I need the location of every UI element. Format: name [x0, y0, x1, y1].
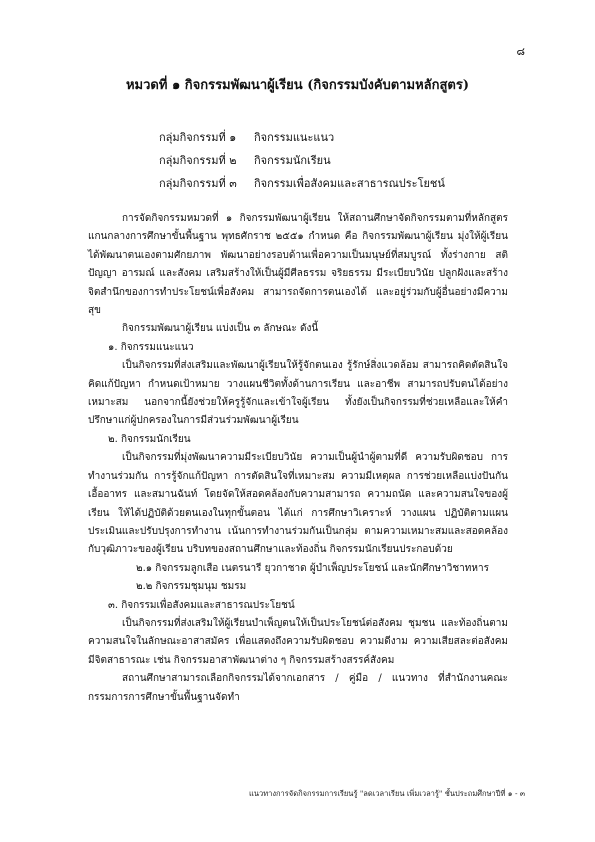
section-heading-social-service: ๓. กิจกรรมเพื่อสังคมและสาธารณประโยชน์ — [108, 599, 295, 611]
intro-paragraph: การจัดกิจกรรมหมวดที่ ๑ กิจกรรมพัฒนาผู้เรียน ให้สถานศึกษาจัดกิจกรรมตามที่หลักสูตรแกนกลางการศึกษาขั้นพื้นฐาน พุทธศักราช ๒๕๕๑ กำหนด คือ กิจกรรมพัฒนาผู้เรียน มุ่งให้ผู้เรียนได้พัฒนาตนเองตามศักยภาพ พัฒนาอย่างรอบด้านเพื่อความเป็นมนุษย์ที่สมบูรณ์ ทั้งร่างกาย สติปัญญา อารมณ์ และสังคม เสริมสร้างให้เป็นผู้มีศีลธรรม จริยธรรม มีระเบียบวินัย ปลูกฝังและสร้างจิตสำนึกของการทำประโยชน์เพื่อสังคม สามารถจัดการตนเองได้ และอยู่ร่วมกับผู้อื่นอย่างมีความสุข — [88, 213, 508, 317]
activity-group-1 — [159, 126, 445, 149]
section-text-guidance: เป็นกิจกรรมที่ส่งเสริมและพัฒนาผู้เรียนให้รู้จักตนเอง รู้รักษ์สิ่งแวดล้อม สามารถคิดตัดสินใจ คิดแก้ปัญหา กำหนดเป้าหมาย วางแผนชีวิตทั้งด้านการเรียน และอาชีพ สามารถปรับตนได้อย่างเหมาะสม นอกจากนี้ยังช่วยให้ครูรู้จักและเข้าใจผู้เรียน ทั้งยังเป็นกิจกรรมที่ช่วยเหลือและให้คำปรึกษาแก่ผู้ปกครองในการมีส่วนร่วมพัฒนาผู้เรียน — [88, 360, 508, 427]
body-text — [88, 210, 508, 707]
group-label: กลุ่มกิจกรรมที่ ๒ — [159, 154, 237, 167]
chapter-title: หมวดที่ ๑ กิจกรรมพัฒนาผู้เรียน (กิจกรรมบังคับตามหลักสูตร) — [125, 78, 470, 93]
section-heading-student-activities: ๒. กิจกรรมนักเรียน — [108, 433, 191, 445]
divisions-intro: กิจกรรมพัฒนาผู้เรียน แบ่งเป็น ๓ ลักษณะ ดังนี้ — [122, 323, 319, 335]
page-footer: แนวทางการจัดกิจกรรมการเรียนรู้ "ลดเวลาเรียน เพิ่มเวลารู้" ชั้นประถมศึกษาปีที่ ๑ - ๓ — [249, 789, 525, 798]
closing-paragraph: สถานศึกษาสามารถเลือกกิจกรรมได้จากเอกสาร / คู่มือ / แนวทาง ที่สำนักงานคณะกรรมการการศึกษาขั้นพื้นฐานจัดทำ — [88, 673, 508, 703]
sub-item-clubs: ๒.๒ กิจกรรมชุมนุม ชมรม — [136, 581, 247, 593]
page-number: ๘ — [516, 45, 525, 58]
section-text-student-activities: เป็นกิจกรรมที่มุ่งพัฒนาความมีระเบียบวินัย ความเป็นผู้นำผู้ตามที่ดี ความรับผิดชอบ การทำงานร่วมกัน การรู้จักแก้ปัญหา การตัดสินใจที่เหมาะสม ความมีเหตุผล การช่วยเหลือแบ่งปันกัน เอื้ออาทร และสมานฉันท์ โดยจัดให้สอดคล้องกับความสามารถ ความถนัด และความสนใจของผู้เรียน ให้ได้ปฏิบัติด้วยตนเองในทุกขั้นตอน ได้แก่ การศึกษาวิเคราะห์ วางแผน ปฏิบัติตามแผน ประเมินและปรับปรุงการทำงาน เน้นการทำงานร่วมกันเป็นกลุ่ม ตามความเหมาะสมและสอดคล้องกับวุฒิภาวะของผู้เรียน บริบทของสถานศึกษาและท้องถิ่น กิจกรรมนักเรียนประกอบด้วย — [88, 452, 508, 556]
sub-item-scouts: ๒.๑ กิจกรรมลูกเสือ เนตรนารี ยุวกาชาด ผู้บำเพ็ญประโยชน์ และนักศึกษาวิชาทหาร — [136, 562, 489, 574]
activity-group-3 — [159, 172, 445, 195]
section-heading-guidance: ๑. กิจกรรมแนะแนว — [108, 341, 194, 353]
group-name: กิจกรรมแนะแนว — [254, 131, 335, 144]
group-label: กลุ่มกิจกรรมที่ ๑ — [159, 131, 237, 144]
group-name: กิจกรรมนักเรียน — [254, 154, 331, 167]
group-label: กลุ่มกิจกรรมที่ ๓ — [159, 177, 237, 190]
activity-group-list — [159, 126, 445, 195]
activity-group-2 — [159, 149, 445, 172]
group-name: กิจกรรมเพื่อสังคมและสาธารณประโยชน์ — [254, 177, 445, 190]
section-text-social-service: เป็นกิจกรรมที่ส่งเสริมให้ผู้เรียนบำเพ็ญตนให้เป็นประโยชน์ต่อสังคม ชุมชน และท้องถิ่นตามความสนใจในลักษณะอาสาสมัคร เพื่อแสดงถึงความรับผิดชอบ ความดีงาม ความเสียสละต่อสังคม มีจิตสาธารณะ เช่น กิจกรรมอาสาพัฒนาต่าง ๆ กิจกรรมสร้างสรรค์สังคม — [88, 617, 508, 666]
